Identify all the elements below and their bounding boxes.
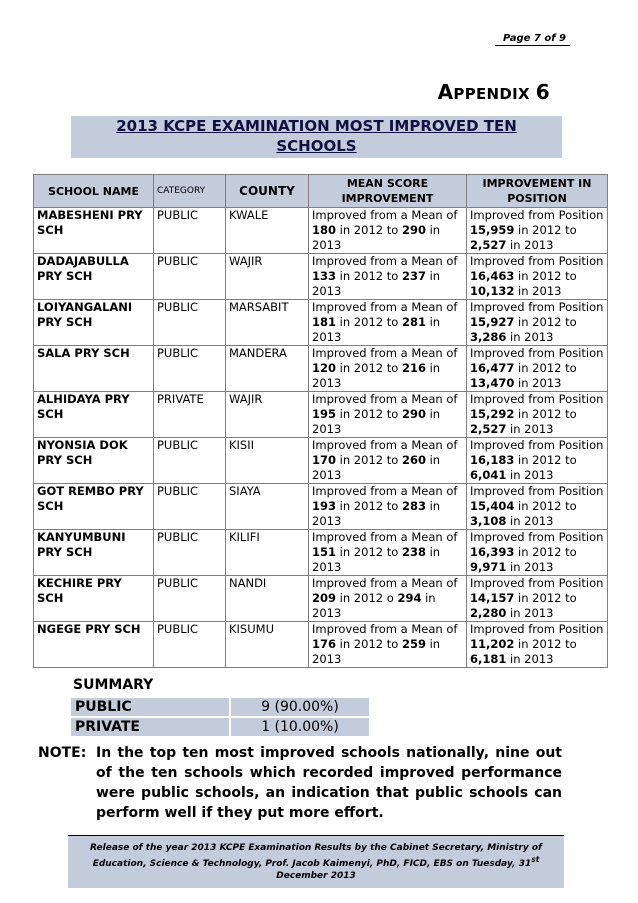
school-category: PUBLIC — [154, 300, 226, 346]
school-category: PUBLIC — [154, 438, 226, 484]
table-row — [34, 530, 608, 576]
position-2012: 15,404 — [470, 499, 515, 513]
position-text: in 2012 to — [514, 637, 577, 651]
mean-text: Improved from a Mean of — [312, 392, 458, 406]
footer-superscript: st — [531, 855, 540, 864]
position-text: Improved from Position — [470, 392, 604, 406]
header-mean-score: MEAN SCORE IMPROVEMENT — [309, 175, 467, 208]
position-text: in 2012 to — [514, 453, 577, 467]
header-county: COUNTY — [226, 175, 309, 208]
school-category: PUBLIC — [154, 576, 226, 622]
mean-text: in 2012 to — [336, 223, 402, 237]
table-row — [34, 300, 608, 346]
position-improvement — [467, 254, 608, 300]
position-2013: 2,527 — [470, 422, 507, 436]
school-county: KISII — [226, 438, 309, 484]
mean-text: in 2012 to — [336, 361, 402, 375]
mean-2013: 237 — [401, 269, 426, 283]
table-row — [34, 438, 608, 484]
school-county: WAJIR — [226, 392, 309, 438]
document-title — [71, 116, 562, 158]
school-name: NGEGE PRY SCH — [34, 622, 154, 668]
header-category: CATEGORY — [154, 175, 226, 208]
page-number: Page 7 of 9 — [503, 33, 566, 44]
mean-text: Improved from a Mean of — [312, 576, 458, 590]
position-2012: 14,157 — [470, 591, 515, 605]
summary-value: 1 (10.00%) — [230, 717, 370, 737]
position-text: in 2012 to — [514, 407, 577, 421]
mean-2012: 133 — [312, 269, 337, 283]
school-category: PUBLIC — [154, 484, 226, 530]
table-row — [34, 484, 608, 530]
position-text: Improved from Position — [470, 208, 604, 222]
note-block — [38, 743, 562, 823]
mean-text: in 2013 — [312, 545, 441, 574]
title-line-1: 2013 KCPE EXAMINATION MOST IMPROVED TEN — [116, 117, 517, 135]
position-2013: 10,132 — [470, 284, 515, 298]
mean-text: Improved from a Mean of — [312, 254, 458, 268]
mean-text: in 2013 — [312, 315, 441, 344]
mean-2012: 195 — [312, 407, 337, 421]
position-2013: 3,108 — [470, 514, 507, 528]
position-text: in 2013 — [506, 652, 554, 666]
position-improvement — [467, 300, 608, 346]
summary-key: PRIVATE — [70, 717, 230, 737]
position-text: Improved from Position — [470, 346, 604, 360]
position-text: in 2012 to — [514, 361, 577, 375]
appendix-heading — [380, 80, 550, 104]
mean-text: in 2012 to — [336, 499, 402, 513]
table-row — [34, 208, 608, 254]
mean-text: in 2013 — [312, 499, 441, 528]
mean-text: in 2012 to — [336, 545, 402, 559]
position-2013: 2,527 — [470, 238, 507, 252]
position-2013: 2,280 — [470, 606, 507, 620]
mean-2012: 120 — [312, 361, 337, 375]
mean-2013: 290 — [401, 223, 426, 237]
position-text: Improved from Position — [470, 254, 604, 268]
position-2013: 6,181 — [470, 652, 507, 666]
footer-date-end: December 2013 — [276, 871, 356, 881]
mean-text: Improved from a Mean of — [312, 438, 458, 452]
mean-text: Improved from a Mean of — [312, 346, 458, 360]
position-text: Improved from Position — [470, 576, 604, 590]
table-row — [34, 576, 608, 622]
improved-schools-table — [33, 174, 608, 668]
position-text: in 2013 — [506, 560, 554, 574]
footer-text: Release of the year 2013 KCPE Examination Results by the Cabinet Secretary, Ministry of Education, Science & Technology, Prof. Jacob Kaimenyi, PhD, FICD, EBS on Tuesday, 31 — [90, 843, 542, 869]
table-header-row — [34, 175, 608, 208]
position-2012: 15,927 — [470, 315, 515, 329]
position-2012: 16,183 — [470, 453, 515, 467]
note-label: NOTE: — [38, 745, 87, 761]
summary-value: 9 (90.00%) — [230, 697, 370, 717]
school-category: PRIVATE — [154, 392, 226, 438]
appendix-word: PPENDIX — [453, 85, 530, 103]
position-2012: 16,463 — [470, 269, 515, 283]
position-improvement — [467, 208, 608, 254]
school-name: GOT REMBO PRY SCH — [34, 484, 154, 530]
mean-score-improvement — [309, 254, 467, 300]
school-category: PUBLIC — [154, 208, 226, 254]
mean-score-improvement — [309, 438, 467, 484]
position-text: in 2012 to — [514, 499, 577, 513]
header-position: IMPROVEMENT IN POSITION — [467, 175, 608, 208]
table-row — [34, 622, 608, 668]
header-school-name: SCHOOL NAME — [34, 175, 154, 208]
position-2013: 6,041 — [470, 468, 507, 482]
appendix-initial: A — [437, 80, 454, 104]
mean-score-improvement — [309, 622, 467, 668]
mean-text: in 2012 to — [336, 407, 402, 421]
summary-row-private — [70, 717, 370, 737]
school-county: KWALE — [226, 208, 309, 254]
mean-2013: 216 — [401, 361, 426, 375]
mean-2012: 193 — [312, 499, 337, 513]
school-name: SALA PRY SCH — [34, 346, 154, 392]
mean-score-improvement — [309, 346, 467, 392]
mean-text: in 2012 to — [336, 315, 402, 329]
position-2013: 9,971 — [470, 560, 507, 574]
mean-2012: 180 — [312, 223, 337, 237]
school-name: DADAJABULLA PRY SCH — [34, 254, 154, 300]
summary-label: SUMMARY — [73, 677, 154, 693]
mean-score-improvement — [309, 208, 467, 254]
mean-text: in 2013 — [312, 269, 441, 298]
school-name: NYONSIA DOK PRY SCH — [34, 438, 154, 484]
summary-key: PUBLIC — [70, 697, 230, 717]
mean-score-improvement — [309, 530, 467, 576]
position-text: in 2012 to — [514, 223, 577, 237]
position-improvement — [467, 438, 608, 484]
mean-text: in 2013 — [312, 223, 441, 252]
position-text: Improved from Position — [470, 622, 604, 636]
position-2012: 15,292 — [470, 407, 515, 421]
mean-2013: 290 — [401, 407, 426, 421]
summary-table — [69, 696, 371, 738]
mean-text: in 2013 — [312, 453, 441, 482]
position-text: Improved from Position — [470, 438, 604, 452]
mean-2013: 259 — [401, 637, 426, 651]
position-text: in 2013 — [506, 422, 554, 436]
position-text: in 2013 — [506, 330, 554, 344]
mean-2013: 238 — [401, 545, 426, 559]
mean-text: in 2012 to — [336, 269, 402, 283]
position-improvement — [467, 530, 608, 576]
position-2013: 13,470 — [470, 376, 515, 390]
position-2012: 16,393 — [470, 545, 515, 559]
school-county: MANDERA — [226, 346, 309, 392]
mean-2013: 283 — [401, 499, 426, 513]
note-text: In the top ten most improved schools nationally, nine out of the ten schools which recorded improved performance were public schools, an indication that public schools can perform well if they put more effort. — [96, 745, 562, 821]
position-text: Improved from Position — [470, 300, 604, 314]
position-2013: 3,286 — [470, 330, 507, 344]
school-category: PUBLIC — [154, 622, 226, 668]
mean-text: Improved from a Mean of — [312, 622, 458, 636]
position-improvement — [467, 622, 608, 668]
school-county: KILIFI — [226, 530, 309, 576]
mean-text: Improved from a Mean of — [312, 530, 458, 544]
school-category: PUBLIC — [154, 346, 226, 392]
mean-2012: 151 — [312, 545, 337, 559]
table-row — [34, 346, 608, 392]
mean-text: in 2012 o — [336, 591, 398, 605]
position-2012: 15,959 — [470, 223, 515, 237]
mean-text: in 2013 — [312, 361, 441, 390]
mean-text: Improved from a Mean of — [312, 484, 458, 498]
position-2012: 16,477 — [470, 361, 515, 375]
mean-text: Improved from a Mean of — [312, 300, 458, 314]
school-county: WAJIR — [226, 254, 309, 300]
mean-score-improvement — [309, 392, 467, 438]
position-improvement — [467, 346, 608, 392]
position-text: in 2012 to — [514, 315, 577, 329]
position-improvement — [467, 392, 608, 438]
school-county: NANDI — [226, 576, 309, 622]
title-line-2: SCHOOLS — [276, 137, 357, 155]
position-text: in 2013 — [506, 606, 554, 620]
mean-2012: 181 — [312, 315, 337, 329]
position-text: in 2012 to — [514, 545, 577, 559]
position-2012: 11,202 — [470, 637, 515, 651]
mean-2013: 294 — [397, 591, 422, 605]
table-row — [34, 254, 608, 300]
footer-banner — [68, 835, 564, 888]
mean-text: in 2012 to — [336, 637, 402, 651]
mean-text: in 2013 — [312, 637, 441, 666]
table-row — [34, 392, 608, 438]
mean-text: in 2013 — [312, 591, 436, 620]
mean-score-improvement — [309, 300, 467, 346]
school-county: MARSABIT — [226, 300, 309, 346]
mean-2012: 176 — [312, 637, 337, 651]
position-text: in 2012 to — [514, 591, 577, 605]
school-county: KISUMU — [226, 622, 309, 668]
position-text: Improved from Position — [470, 530, 604, 544]
position-improvement — [467, 576, 608, 622]
school-name: MABESHENI PRY SCH — [34, 208, 154, 254]
position-text: in 2013 — [514, 376, 562, 390]
position-text: in 2013 — [506, 468, 554, 482]
position-text: in 2013 — [506, 238, 554, 252]
school-name: ALHIDAYA PRY SCH — [34, 392, 154, 438]
school-category: PUBLIC — [154, 530, 226, 576]
mean-2012: 170 — [312, 453, 337, 467]
mean-2013: 260 — [401, 453, 426, 467]
mean-text: Improved from a Mean of — [312, 208, 458, 222]
mean-score-improvement — [309, 484, 467, 530]
summary-row-public — [70, 697, 370, 717]
mean-2012: 209 — [312, 591, 337, 605]
mean-score-improvement — [309, 576, 467, 622]
position-text: in 2012 to — [514, 269, 577, 283]
position-text: Improved from Position — [470, 484, 604, 498]
position-improvement — [467, 484, 608, 530]
position-text: in 2013 — [506, 514, 554, 528]
school-name: LOIYANGALANI PRY SCH — [34, 300, 154, 346]
appendix-number: 6 — [535, 80, 550, 104]
mean-text: in 2013 — [312, 407, 441, 436]
school-category: PUBLIC — [154, 254, 226, 300]
mean-2013: 281 — [401, 315, 426, 329]
mean-text: in 2012 to — [336, 453, 402, 467]
school-county: SIAYA — [226, 484, 309, 530]
school-name: KANYUMBUNI PRY SCH — [34, 530, 154, 576]
position-text: in 2013 — [514, 284, 562, 298]
school-name: KECHIRE PRY SCH — [34, 576, 154, 622]
